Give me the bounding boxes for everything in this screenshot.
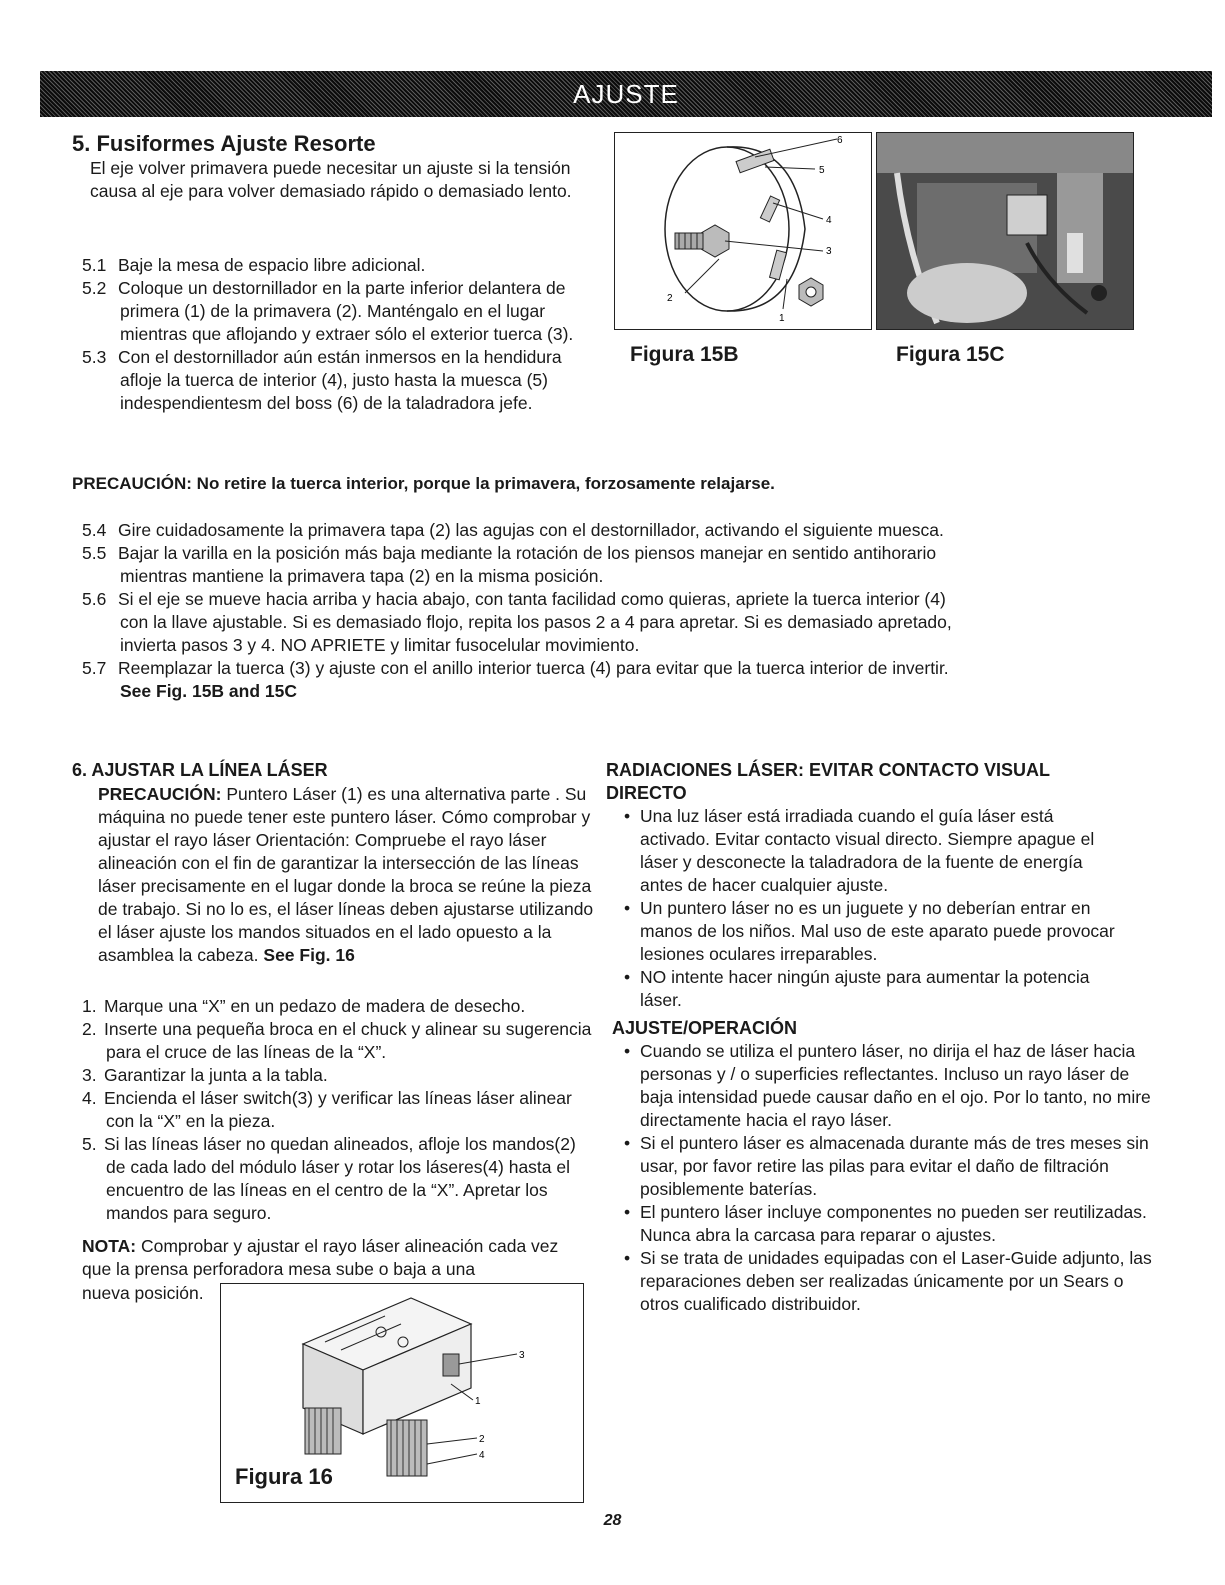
figure-16-caption: Figura 16 (235, 1464, 333, 1489)
callout-4: 4 (826, 215, 832, 226)
operation-bullet: • El puntero láser incluye componentes no pueden ser reutilizadas. Nunca abra la carcasa para reparar o ajustes. (624, 1202, 1147, 1245)
callout-5: 5 (819, 165, 825, 176)
step-5-3: 5.3 Con el destornillador aún están inmersos en la hendidura afloje la tuerca de interior (4), justo hasta la muesca (5) indespendientesm del boss (6) de la taladradora jefe. (82, 347, 562, 413)
step-5-2: 5.2 Coloque un destornillador en la parte inferior delantera de primera (1) de la primavera (2). Manténgalo en el lugar mientras que aflojando y extraer sólo el exterior tuerca (3). (82, 278, 574, 344)
laser-warning-title: RADIACIONES LÁSER: EVITAR CONTACTO VISUAL DIRECTO (606, 760, 1050, 803)
step-5-5: 5.5 Bajar la varilla en la posición más baja mediante la rotación de los piensos manejar en sentido antihorario mientras mantiene la primavera tapa (2) en la misma posición. (82, 543, 937, 586)
callout-1: 1 (779, 313, 785, 324)
banner-title: AJUSTE (573, 79, 679, 109)
laser-step-4: 4. Encienda el láser switch(3) y verificar las líneas láser alinear con la “X” en la pieza. (82, 1088, 572, 1131)
section5-title: 5. Fusiformes Ajuste Resorte (72, 131, 376, 156)
fig16-callout-4: 4 (479, 1450, 485, 1461)
callout-6: 6 (837, 135, 843, 146)
step-5-6: 5.6 Si el eje se mueve hacia arriba y hacia abajo, con tanta facilidad como quieras, apriete la tuerca interior (4) con la llave ajustable. Si es demasiado flojo, repita los pasos 2 a 4 para apretar. Si es demasiado apretado, invierta pasos 3 y 4. NO APRIETE y limitar fusocelular movimiento. (82, 589, 952, 655)
note-text: Comprobar y ajustar el rayo láser alineación cada vez que la prensa perforadora mesa sube o baja a una (82, 1236, 559, 1279)
step-5-7: 5.7 Reemplazar la tuerca (3) y ajuste con el anillo interior tuerca (4) para evitar que la tuerca interior de invertir. See Fig. 15B and 15C (82, 658, 949, 701)
caution-5: PRECAUCIÓN: No retire la tuerca interior, porque la primavera, forzosamente relajarse. (72, 474, 775, 493)
operation-title: AJUSTE/OPERACIÓN (612, 1018, 798, 1038)
laser-step-3: 3. Garantizar la junta a la tabla. (82, 1065, 328, 1085)
figure-16 (220, 1283, 584, 1503)
laser-step-2: 2. Inserte una pequeña broca en el chuck y alinear su sugerencia para el cruce de las líneas de la “X”. (82, 1019, 592, 1062)
caution-label: PRECAUCIÓN: (98, 784, 222, 804)
section5-steps-a (82, 254, 602, 415)
laser-warning-bullets (618, 805, 1128, 1012)
figure-15c (876, 132, 1134, 330)
fig-ref-15: See Fig. 15B and 15C (120, 681, 298, 701)
drill-press-photo (877, 133, 1133, 329)
section5-intro: El eje volver primavera puede necesitar un ajuste si la tensión causa al eje para volver demasiado rápido o demasiado lento. (90, 158, 572, 201)
operation-bullet: • Cuando se utiliza el puntero láser, no dirija el haz de láser hacia personas y / o superficies reflectantes. Incluso un rayo láser de baja intensidad puede causar daño en el ojo. Por lo tanto, no mire directamente hacia el rayo láser. (624, 1041, 1151, 1130)
fig16-callout-2: 2 (479, 1434, 485, 1445)
fig-ref-16: See Fig. 16 (263, 945, 355, 965)
operation-bullets (618, 1040, 1158, 1316)
note-end: nueva posición. (82, 1283, 204, 1303)
page-number: 28 (603, 1512, 622, 1529)
section6-title: 6. AJUSTAR LA LÍNEA LÁSER (72, 760, 328, 780)
operation-bullet: • Si se trata de unidades equipadas con el Laser-Guide adjunto, las reparaciones deben ser realizadas únicamente por un Sears o otros cualificado distribuidor. (624, 1248, 1152, 1314)
figure-15b-caption: Figura 15B (630, 343, 739, 366)
note-label: NOTA: (82, 1236, 137, 1256)
laser-step-5: 5. Si las líneas láser no quedan alineados, afloje los mandos(2) de cada lado del módulo láser y rotar los láseres(4) hasta el encuentro de las líneas en el centro de la “X”. Apretar los mandos para seguro. (82, 1134, 576, 1223)
section6-caution (98, 783, 598, 967)
section6-steps (82, 995, 598, 1225)
laser-bullet: • Una luz láser está irradiada cuando el guía láser está activado. Evitar contacto visual directo. Siempre apague el láser y desconecte la taladradora de la fuente de energía antes de hacer cualquier ajuste. (624, 806, 1095, 895)
section5-steps-b (82, 519, 962, 703)
spring-cover-diagram (615, 133, 871, 329)
callout-3: 3 (826, 246, 832, 257)
step-5-4: 5.4 Gire cuidadosamente la primavera tapa (2) las agujas con el destornillador, activando el siguiente muesca. (82, 520, 944, 540)
section-banner (40, 71, 1212, 117)
laser-step-1: 1. Marque una “X” en un pedazo de madera de desecho. (82, 996, 526, 1016)
step-5-1: 5.1 Baje la mesa de espacio libre adicional. (82, 255, 426, 275)
fig16-callout-1: 1 (475, 1396, 481, 1407)
caution-text: Puntero Láser (1) es una alternativa parte . Su máquina no puede tener este puntero láser. Cómo comprobar y ajustar el rayo láser Orientación: Compruebe el rayo láser alineación con el fin de garantizar la intersección de las líneas láser precisamente en el lugar donde la broca se reúne la pieza de trabajo. Si no lo es, el láser líneas deben ajustarse utilizando el láser ajuste los mandos situados en el lado opuesto a la asamblea la cabeza. (98, 784, 594, 965)
laser-bullet: • NO intente hacer ningún ajuste para aumentar la potencia láser. (624, 967, 1090, 1010)
figure-15b (614, 132, 872, 330)
callout-2: 2 (667, 293, 673, 304)
operation-bullet: • Si el puntero láser es almacenada durante más de tres meses sin usar, por favor retire las pilas para evitar el daño de filtración posiblemente baterías. (624, 1133, 1149, 1199)
figure-15c-caption: Figura 15C (896, 343, 1005, 366)
fig16-callout-3: 3 (519, 1350, 525, 1361)
laser-bullet: • Un puntero láser no es un juguete y no deberían entrar en manos de los niños. Mal uso de este aparato puede provocar lesiones oculares irreparables. (624, 898, 1115, 964)
section6-note (82, 1235, 592, 1281)
